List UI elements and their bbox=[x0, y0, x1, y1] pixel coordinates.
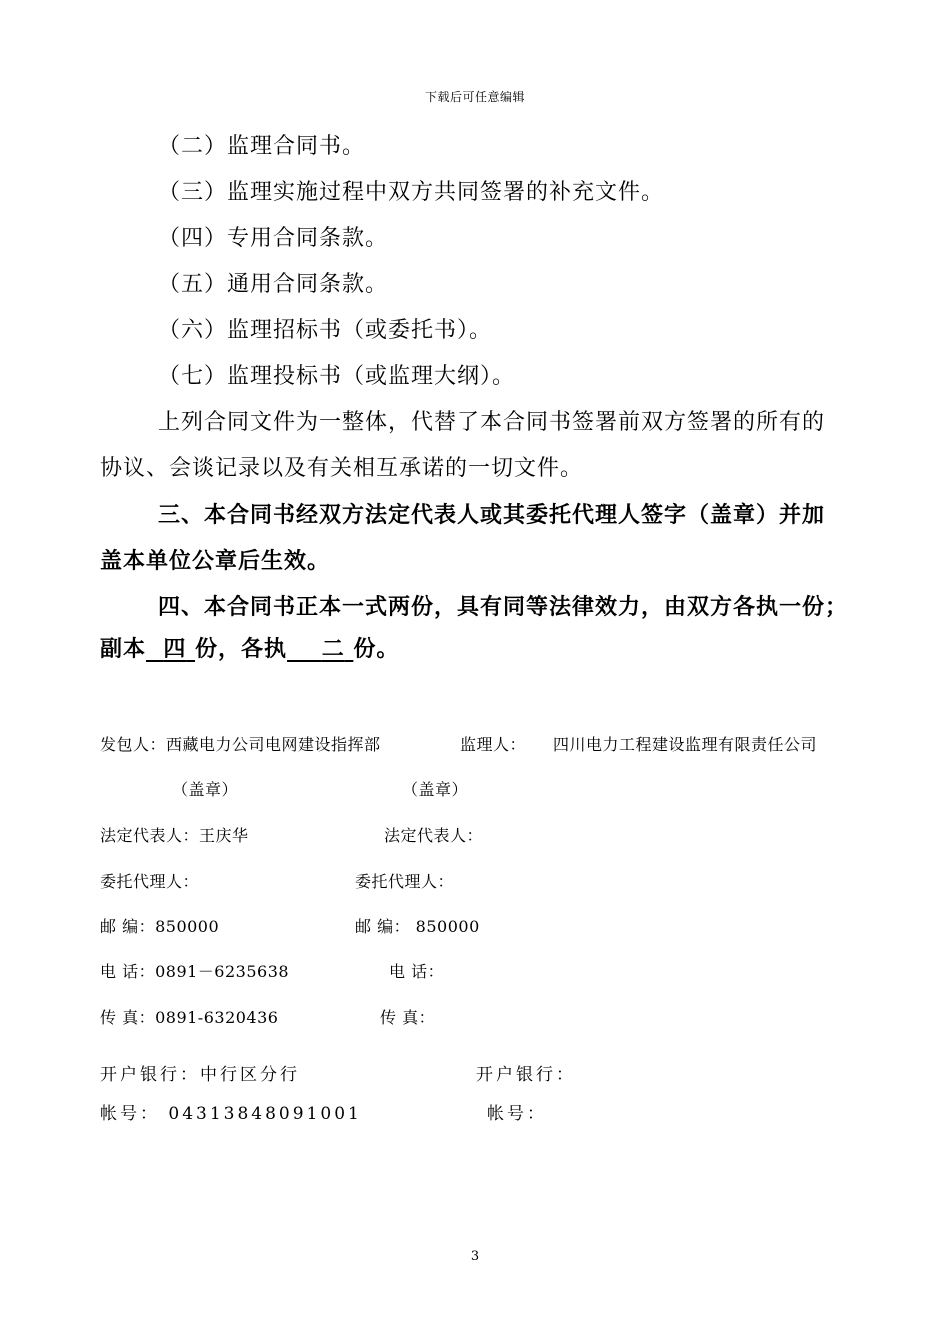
clause-four-suffix: 份。 bbox=[353, 636, 400, 662]
copies-count: 四 bbox=[163, 636, 187, 662]
clause-four-mid: 份，各执 bbox=[195, 636, 288, 662]
list-item: （二）监理合同书。 bbox=[158, 134, 366, 159]
bank-right: 开户银行： bbox=[476, 1065, 576, 1085]
agent-right: 委托代理人： bbox=[355, 872, 455, 891]
copies-blank bbox=[146, 636, 195, 662]
paragraph-line: 上列合同文件为一整体，代替了本合同书签署前双方签署的所有的 bbox=[158, 410, 826, 435]
list-item: （六）监理招标书（或委托书）。 bbox=[158, 318, 493, 343]
page-header: 下载后可任意编辑 bbox=[424, 90, 525, 104]
postcode-right: 邮 编： 850000 bbox=[355, 917, 480, 936]
legal-rep-left: 法定代表人：王庆华 bbox=[100, 826, 249, 845]
bank-left: 开户银行：中行区分行 bbox=[100, 1065, 300, 1085]
clause-three-line: 三、本合同书经双方法定代表人或其委托代理人签字（盖章）并加 bbox=[158, 502, 826, 528]
employer-label: 发包人：西藏电力公司电网建设指挥部 bbox=[100, 735, 381, 754]
list-item: （五）通用合同条款。 bbox=[158, 272, 389, 297]
page-number: 3 bbox=[470, 1249, 480, 1264]
account-left: 帐号： 04313848091001 bbox=[100, 1104, 362, 1124]
clause-three-line: 盖本单位公章后生效。 bbox=[100, 548, 331, 574]
clause-four-line: 四、本合同书正本一式两份，具有同等法律效力，由双方各执一份； bbox=[158, 594, 849, 620]
supervisor-name: 四川电力工程建设监理有限责任公司 bbox=[553, 735, 818, 754]
account-right: 帐号： bbox=[487, 1104, 547, 1124]
fax-left: 传 真：0891-6320436 bbox=[100, 1008, 279, 1027]
each-blank bbox=[287, 636, 353, 662]
phone-right: 电 话： bbox=[389, 962, 445, 981]
phone-left: 电 话：0891－6235638 bbox=[100, 962, 290, 981]
postcode-left: 邮 编：850000 bbox=[100, 917, 220, 936]
seal-right: （盖章） bbox=[402, 780, 469, 799]
each-count: 二 bbox=[321, 636, 345, 662]
agent-left: 委托代理人： bbox=[100, 872, 200, 891]
paragraph-line: 协议、会谈记录以及有关相互承诺的一切文件。 bbox=[100, 456, 584, 481]
seal-left: （盖章） bbox=[172, 780, 239, 799]
list-item: （四）专用合同条款。 bbox=[158, 226, 389, 251]
legal-rep-right: 法定代表人： bbox=[384, 826, 484, 845]
list-item: （七）监理投标书（或监理大纲）。 bbox=[158, 364, 516, 389]
fax-right: 传 真： bbox=[380, 1008, 436, 1027]
clause-four-prefix: 副本 bbox=[100, 636, 147, 662]
supervisor-label: 监理人： bbox=[460, 735, 527, 754]
list-item: （三）监理实施过程中双方共同签署的补充文件。 bbox=[158, 180, 665, 205]
clause-four-line bbox=[100, 634, 399, 664]
